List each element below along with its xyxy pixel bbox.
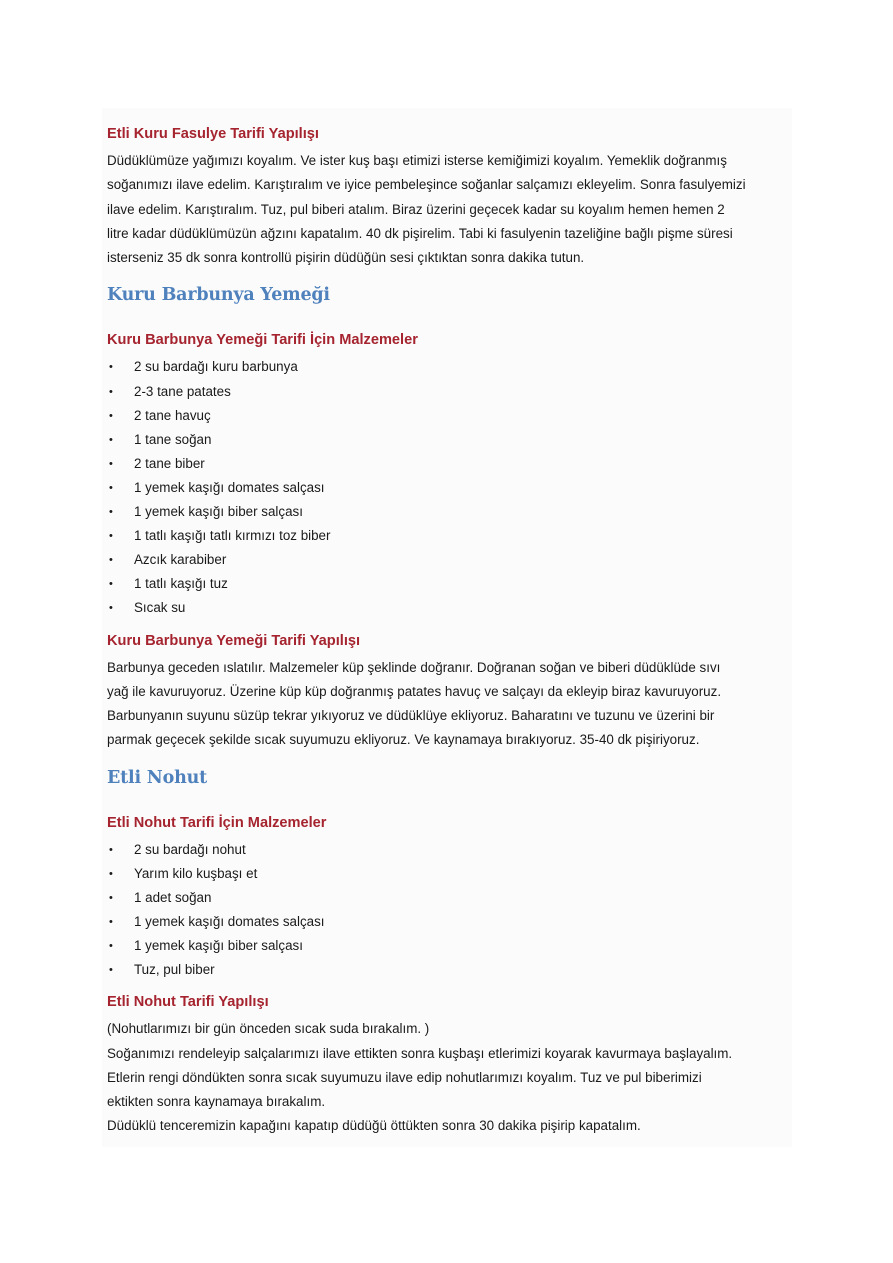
bullet-icon: • <box>109 940 113 953</box>
paragraph-line: soğanımızı ilave edelim. Karıştıralım ve iyice pembeleşince soğanlar salçamızı ekleyelim. Sonra fasulyemizi <box>107 177 746 193</box>
paragraph-line: Düdüklü tenceremizin kapağını kapatıp düdüğü öttükten sonra 30 dakika pişirip kapatalım. <box>107 1118 641 1134</box>
list-item <box>107 596 792 620</box>
list-item <box>107 886 792 910</box>
bullet-icon: • <box>109 385 113 398</box>
list-item-text: 1 yemek kaşığı domates salçası <box>134 913 325 929</box>
bullet-icon: • <box>109 891 113 904</box>
list-item-text: 2 su bardağı nohut <box>134 841 246 857</box>
list-item-text: 1 yemek kaşığı biber salçası <box>134 938 303 954</box>
list-item <box>107 838 792 862</box>
etli-nohut-instructions-heading: Etli Nohut Tarifi Yapılışı <box>107 994 269 1011</box>
list-item-text: 1 tatlı kaşığı tuz <box>134 576 228 592</box>
bullet-icon: • <box>109 578 113 591</box>
bullet-icon: • <box>109 506 113 519</box>
document-body <box>102 108 792 1147</box>
paragraph-line: (Nohutlarımızı bir gün önceden sıcak suda bırakalım. ) <box>107 1021 430 1037</box>
paragraph-line: Soğanımızı rendeleyip salçalarımızı ilave ettikten sonra kuşbaşı etlerimizi koyarak kavurmaya başlayalım. <box>107 1045 733 1061</box>
paragraph-line: Düdüklümüze yağımızı koyalım. Ve ister kuş başı etimizi isterse kemiğimizi koyalım. Yemeklik doğranmış <box>107 153 727 168</box>
list-item-text: 2 su bardağı kuru barbunya <box>134 359 298 375</box>
list-item-text: Tuz, pul biber <box>134 962 215 978</box>
bullet-icon: • <box>109 361 113 374</box>
list-item-text: 1 tatlı kaşığı tatlı kırmızı toz biber <box>134 528 331 544</box>
list-item-text: Yarım kilo kuşbaşı et <box>134 865 258 881</box>
bullet-icon: • <box>109 409 113 422</box>
paragraph-line: Etlerin rengi döndükten sonra sıcak suyumuzu ilave edip nohutlarımızı koyalım. Tuz ve pul biberimizi <box>107 1069 702 1085</box>
kuru-barbunya-instructions-heading: Kuru Barbunya Yemeği Tarifi Yapılışı <box>107 632 361 649</box>
paragraph-line: ektikten sonra kaynamaya bırakalım. <box>107 1094 326 1110</box>
list-item <box>107 548 792 572</box>
list-item-text: 1 tane soğan <box>134 431 212 447</box>
list-item <box>107 380 792 404</box>
etli-nohut-instructions <box>107 1017 792 1138</box>
list-item <box>107 500 792 524</box>
bullet-icon: • <box>109 915 113 928</box>
paragraph-line: litre kadar düdüklümüzün ağzını kapatalım. 40 dk pişirelim. Tabi ki fasulyenin tazeliğine bağlı pişme süresi <box>107 225 733 241</box>
etli-nohut-title: Etli Nohut <box>107 767 208 788</box>
list-item <box>107 476 792 500</box>
list-item <box>107 910 792 934</box>
paragraph-line: isterseniz 35 dk sonra kontrollü pişirin düdüğün sesi çıktıktan sonra dakika tutun. <box>107 250 585 266</box>
bullet-icon: • <box>109 867 113 880</box>
list-item <box>107 355 792 379</box>
list-item-text: Sıcak su <box>134 600 186 616</box>
list-item-text: 1 yemek kaşığı biber salçası <box>134 504 303 520</box>
paragraph-line: ilave edelim. Karıştıralım. Tuz, pul biberi atalım. Biraz üzerini geçecek kadar su koyalım hemen hemen 2 <box>107 201 725 217</box>
paragraph-line: parmak geçecek şekilde sıcak suyumuzu ekliyoruz. Ve kaynamaya bırakıyoruz. 35-40 dk pişiriyoruz. <box>107 732 700 748</box>
list-item-text: Azcık karabiber <box>134 552 227 568</box>
kuru-barbunya-ingredients-list <box>107 355 792 620</box>
list-item-text: 1 yemek kaşığı domates salçası <box>134 479 325 495</box>
etli-nohut-ingredients-list <box>107 838 792 983</box>
kuru-barbunya-title: Kuru Barbunya Yemeği <box>107 285 330 306</box>
paragraph-line: Barbunya geceden ıslatılır. Malzemeler küp şeklinde doğranır. Doğranan soğan ve biberi düdüklüde sıvı <box>107 659 721 675</box>
list-item <box>107 524 792 548</box>
bullet-icon: • <box>109 602 113 615</box>
list-item-text: 2 tane havuç <box>134 407 211 423</box>
list-item <box>107 404 792 428</box>
paragraph-line: yağ ile kavuruyoruz. Üzerine küp küp doğranmış patates havuç ve salçayı da ekleyip biraz kavuruyoruz. <box>107 683 722 699</box>
list-item <box>107 428 792 452</box>
etli-kuru-fasulye-instructions <box>107 149 792 270</box>
bullet-icon: • <box>109 433 113 446</box>
bullet-icon: • <box>109 457 113 470</box>
list-item-text: 2-3 tane patates <box>134 383 231 399</box>
etli-nohut-ingredients-heading: Etli Nohut Tarifi İçin Malzemeler <box>107 814 327 831</box>
list-item <box>107 452 792 476</box>
paragraph-line: Barbunyanın suyunu süzüp tekrar yıkıyoruz ve düdüklüye ekliyoruz. Baharatını ve tuzunu ve üzerini bir <box>107 708 715 724</box>
bullet-icon: • <box>109 554 113 567</box>
list-item-text: 2 tane biber <box>134 455 205 471</box>
list-item <box>107 958 792 982</box>
list-item-text: 1 adet soğan <box>134 889 212 905</box>
kuru-barbunya-ingredients-heading: Kuru Barbunya Yemeği Tarifi İçin Malzemeler <box>107 332 418 349</box>
bullet-icon: • <box>109 481 113 494</box>
etli-kuru-fasulye-instructions-heading: Etli Kuru Fasulye Tarifi Yapılışı <box>107 126 319 142</box>
kuru-barbunya-instructions <box>107 656 792 753</box>
list-item <box>107 934 792 958</box>
list-item <box>107 862 792 886</box>
bullet-icon: • <box>109 843 113 856</box>
list-item <box>107 572 792 596</box>
bullet-icon: • <box>109 964 113 977</box>
bullet-icon: • <box>109 530 113 543</box>
